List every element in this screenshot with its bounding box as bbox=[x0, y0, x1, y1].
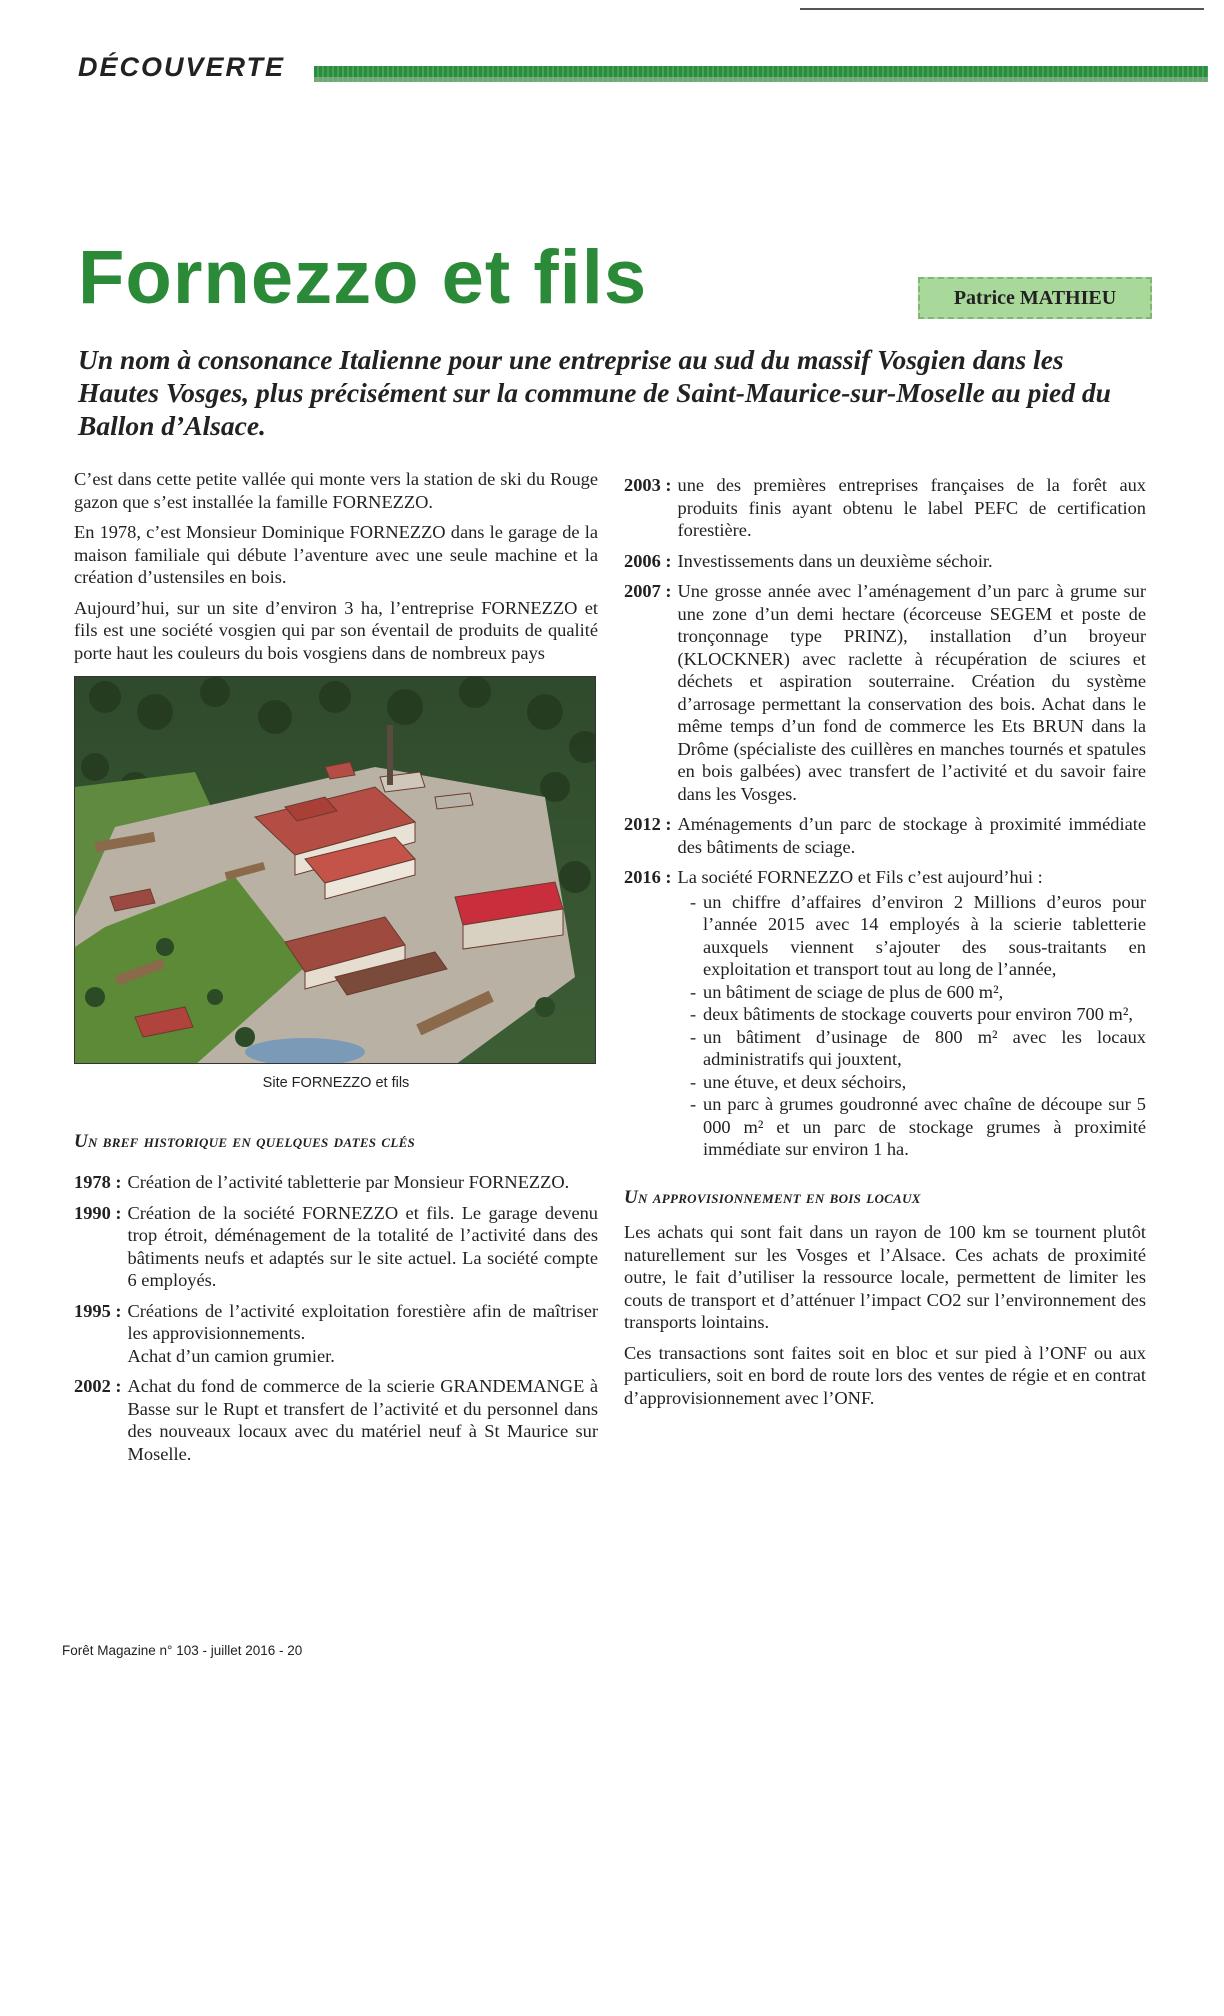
history-entry bbox=[74, 1171, 598, 1194]
article-lede: Un nom à consonance Italienne pour une entreprise au sud du massif Vosgien dans les Hautes Vosges, plus précisément sur la commune de Saint-Maurice-sur-Moselle au pied du Ballon d’Alsace. bbox=[78, 344, 1111, 441]
scan-top-rule bbox=[800, 8, 1204, 10]
bullet-list bbox=[690, 891, 1146, 1161]
supply-paragraph: Ces transactions sont faites soit en bloc et sur pied à l’ONF ou aux particuliers, soit en bord de route lors des ventes de régie et en contrat d’approvisionnement avec l’ONF. bbox=[624, 1342, 1146, 1408]
photo-caption: Site FORNEZZO et fils bbox=[262, 1075, 410, 1091]
aerial-photo-illustration bbox=[75, 677, 596, 1064]
history-year: 1990 : bbox=[74, 1202, 122, 1223]
history-entry bbox=[624, 550, 1146, 573]
site-aerial-photo bbox=[74, 676, 596, 1064]
list-item: - deux bâtiments de stockage couverts pour environ 700 m², bbox=[690, 1003, 1146, 1026]
article-title: Fornezzo et fils bbox=[78, 235, 648, 320]
history-text: une des premières entreprises françaises de la forêt aux produits finis ayant obtenu le label PEFC de certification forestière. bbox=[677, 475, 1146, 540]
history-text: Création de la société FORNEZZO et fils. Le garage devenu trop étroit, déménagement de la totalité de l’activité dans des bâtiments neufs et adaptés sur le site actuel. La société compte 6 employés. bbox=[127, 1202, 598, 1290]
history-text: Achat d’un camion grumier. bbox=[127, 1345, 335, 1366]
history-heading: Un bref historique en quelques dates clés bbox=[74, 1130, 416, 1152]
list-item: - une étuve, et deux séchoirs, bbox=[690, 1071, 1146, 1094]
header-bar bbox=[314, 66, 1208, 82]
history-year: 2003 : bbox=[624, 475, 672, 495]
history-year: 2012 : bbox=[624, 814, 672, 834]
history-entry bbox=[624, 474, 1146, 542]
list-item: - un bâtiment de sciage de plus de 600 m², bbox=[690, 981, 1146, 1004]
history-year: 2007 : bbox=[624, 581, 672, 601]
history-text: Achat du fond de commerce de la scierie GRANDEMANGE à Basse sur le Rupt et transfert de l’activité et du personnel dans des nouveaux locaux avec du matériel neuf à St Maurice sur Moselle. bbox=[127, 1376, 598, 1464]
history-year: 2016 : bbox=[624, 867, 672, 887]
intro-paragraph: Aujourd’hui, sur un site d’environ 3 ha, l’entreprise FORNEZZO et fils est une société vosgien qui par son éventail de produits de qualité porte haut les couleurs du bois vosgiens dans de nombreux pays bbox=[74, 597, 598, 663]
bullets-2016 bbox=[690, 891, 1146, 1161]
left-column bbox=[74, 468, 598, 1473]
history-text: Aménagements d’un parc de stockage à proximité immédiate des bâtiments de sciage. bbox=[677, 814, 1146, 857]
history-text: Création de l’activité tabletterie par Monsieur FORNEZZO. bbox=[127, 1172, 570, 1192]
history-year: 1978 : bbox=[74, 1172, 122, 1192]
list-item: - un chiffre d’affaires d’environ 2 Millions d’euros pour l’année 2015 avec 14 employés à la scierie tabletterie auxquels viennent s’ajouter des sous-traitants en exploitation et transport tout au long de l’année, bbox=[690, 891, 1146, 981]
history-entry bbox=[74, 1202, 598, 1292]
list-item: - un parc à grumes goudronné avec chaîne de découpe sur 5 000 m² et un parc de stockage grumes à proximité immédiate sur environ 1 ha. bbox=[690, 1093, 1146, 1161]
supply-paragraph: Les achats qui sont fait dans un rayon de 100 km se tournent plutôt naturellement sur les Vosges et l’Alsace. Ces achats de proximité outre, le fait d’utiliser la ressource locale, permettent de limiter les couts de transport et d’atténuer l’impact CO2 sur l’environnement des transports lointains. bbox=[624, 1222, 1146, 1332]
history-text: Investissements dans un deuxième séchoir. bbox=[677, 550, 993, 571]
section-label: DÉCOUVERTE bbox=[78, 52, 286, 82]
history-entry bbox=[624, 813, 1146, 858]
history-year: 2006 : bbox=[624, 550, 672, 571]
history-year: 1995 : bbox=[74, 1300, 122, 1321]
section-header bbox=[78, 52, 1208, 86]
history-text: Créations de l’activité exploitation forestière afin de maîtriser les approvisionnements. bbox=[127, 1300, 598, 1343]
history-year: 2002 : bbox=[74, 1376, 122, 1396]
intro-paragraph: En 1978, c’est Monsieur Dominique FORNEZZO dans le garage de la maison familiale qui débute l’aventure avec une seule machine et la création d’ustensiles en bois. bbox=[74, 522, 598, 587]
intro-paragraph: C’est dans cette petite vallée qui monte vers la station de ski du Rouge gazon que s’est installée la famille FORNEZZO. bbox=[74, 469, 598, 512]
history-entry bbox=[624, 580, 1146, 805]
right-column bbox=[624, 474, 1146, 1417]
history-text: Une grosse année avec l’aménagement d’un parc à grume sur une zone d’un demi hectare (écorceuse SEGEM et poste de tronçonnage type PRINZ), installation d’un broyeur (KLOCKNER) avec raclette à récupération de sciures et déchets et aspiration souterraine. Création du système d’arrosage permettant la conservation des bois. Achat dans le même temps d’un fond de commerce les Ets BRUN dans la Drôme (spécialiste des cuillères en manches tournés et spatules en bois galbées) avec transfert de l’activité et du savoir faire dans les Vosges. bbox=[677, 581, 1146, 804]
history-entry bbox=[74, 1300, 598, 1368]
history-text: La société FORNEZZO et Fils c’est aujourd’hui : bbox=[677, 867, 1043, 887]
author-badge: Patrice MATHIEU bbox=[918, 277, 1152, 319]
list-item: - un bâtiment d’usinage de 800 m² avec les locaux administratifs qui jouxtent, bbox=[690, 1026, 1146, 1071]
supply-heading: Un approvisionnement en bois locaux bbox=[624, 1186, 921, 1208]
history-text-block bbox=[128, 1300, 598, 1368]
page-footer: Forêt Magazine n° 103 - juillet 2016 - 20 bbox=[62, 1643, 303, 1658]
history-entry bbox=[624, 866, 1146, 889]
history-entry bbox=[74, 1375, 598, 1465]
